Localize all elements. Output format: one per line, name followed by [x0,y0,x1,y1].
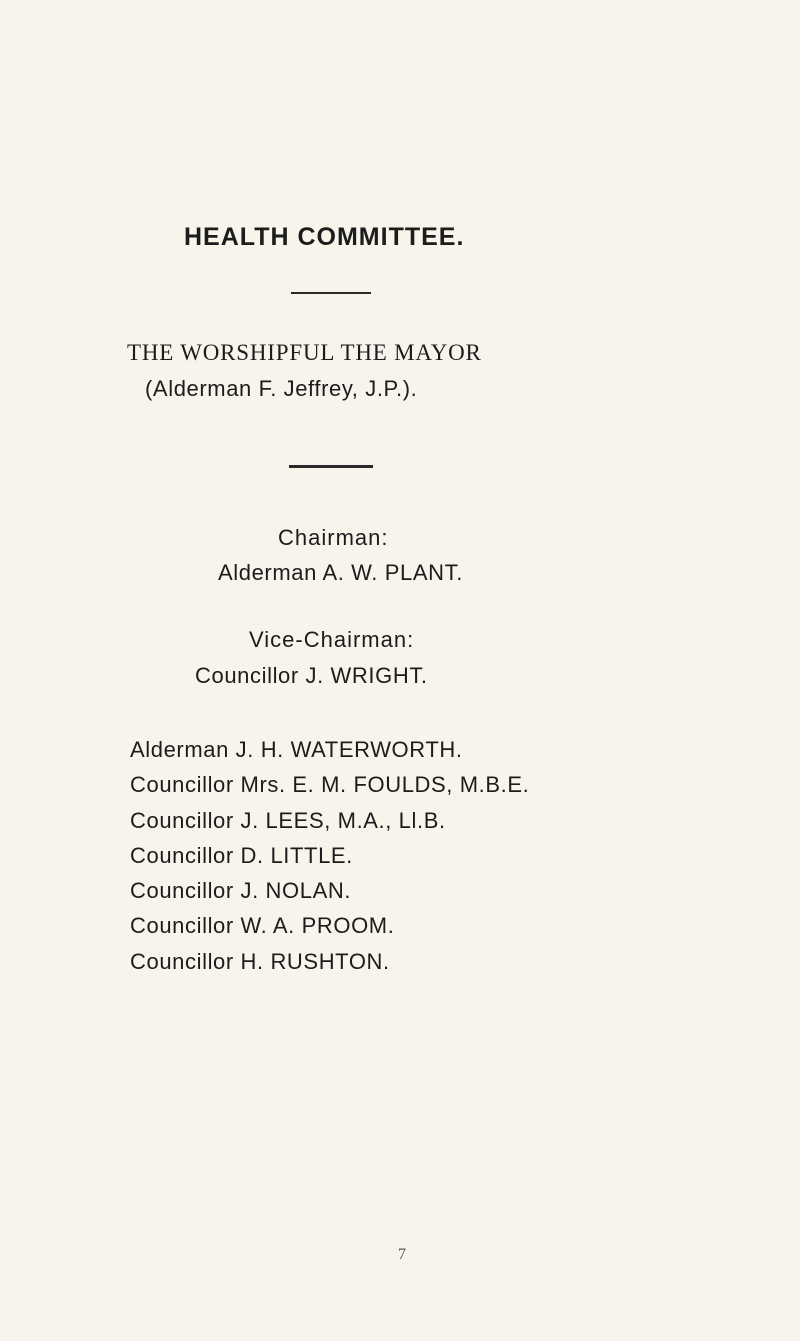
list-item: Alderman J. H. WATERWORTH. [130,737,463,762]
member-list [130,732,529,979]
divider-rule [291,292,371,294]
mayor-title: THE WORSHIPFUL THE MAYOR [127,340,482,365]
list-item: Councillor D. LITTLE. [130,842,353,868]
list-item: Councillor J. LEES, M.A., Ll.B. [130,807,446,833]
chairman-heading: Chairman: [278,525,389,550]
list-item: Councillor J. NOLAN. [130,878,352,904]
vice-chairman-name: Councillor J. WRIGHT. [195,663,428,688]
list-item: Councillor W. A. PROOM. [130,913,395,939]
page-number: 7 [398,1246,406,1263]
mayor-name: (Alderman F. Jeffrey, J.P.). [145,376,418,401]
chairman-name: Alderman A. W. PLANT. [218,560,463,585]
list-item: Councillor Mrs. E. M. FOULDS, M.B.E. [130,772,530,798]
divider-rule [289,465,373,468]
list-item: Councillor H. RUSHTON. [130,948,390,974]
page-title: HEALTH COMMITTEE. [184,223,465,251]
vice-chairman-heading: Vice-Chairman: [249,627,415,652]
